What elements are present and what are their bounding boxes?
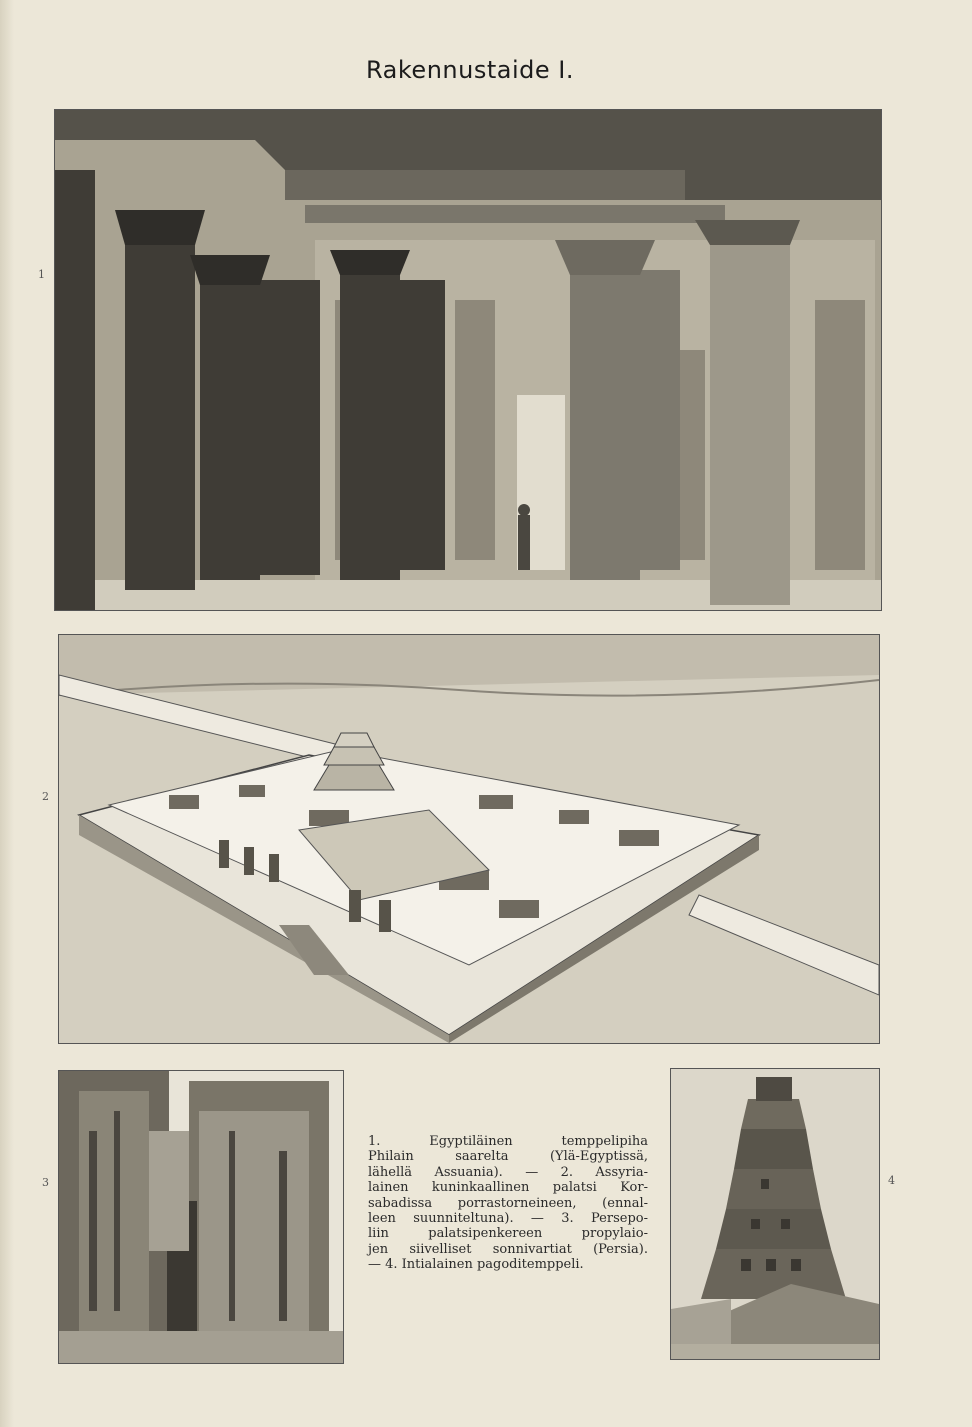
page-edge xyxy=(0,0,14,1427)
caption-line: lähellä Assuania). — 2. Assyria- xyxy=(368,1164,648,1180)
caption-line: sabadissa porrastorneineen, (ennal- xyxy=(368,1195,648,1211)
figure-4-indian-pagoda xyxy=(670,1068,880,1360)
figure-3-persepolis-gate xyxy=(58,1070,344,1364)
caption-line: — 4. Intialainen pagoditemppeli. xyxy=(368,1257,584,1273)
figure-caption xyxy=(368,1134,648,1273)
caption-line: Philain saarelta (Ylä-Egyptissä, xyxy=(368,1149,648,1165)
figure-1-egyptian-temple-court xyxy=(54,109,882,611)
figure-number-2: 2 xyxy=(42,790,49,803)
figure-number-4: 4 xyxy=(888,1174,895,1187)
page-title: Rakennustaide I. xyxy=(366,56,574,84)
caption-line: leen suunniteltuna). — 3. Persepo- xyxy=(368,1211,648,1227)
assyrian-palace-illustration xyxy=(59,635,879,1043)
figure-number-1: 1 xyxy=(38,268,45,281)
caption-line: liin palatsipenkereen propylaio- xyxy=(368,1226,648,1242)
caption-line: jen siivelliset sonnivartiat (Persia). xyxy=(368,1241,648,1257)
figure-number-3: 3 xyxy=(42,1176,49,1189)
egyptian-temple-court-illustration xyxy=(55,110,881,610)
indian-pagoda-temple-photo xyxy=(671,1069,879,1359)
figure-2-assyrian-palace xyxy=(58,634,880,1044)
caption-line: 1. Egyptiläinen temppelipiha xyxy=(368,1134,648,1149)
persepolis-bull-gate-photo xyxy=(59,1071,343,1363)
caption-line: lainen kuninkaallinen palatsi Kor- xyxy=(368,1180,648,1196)
